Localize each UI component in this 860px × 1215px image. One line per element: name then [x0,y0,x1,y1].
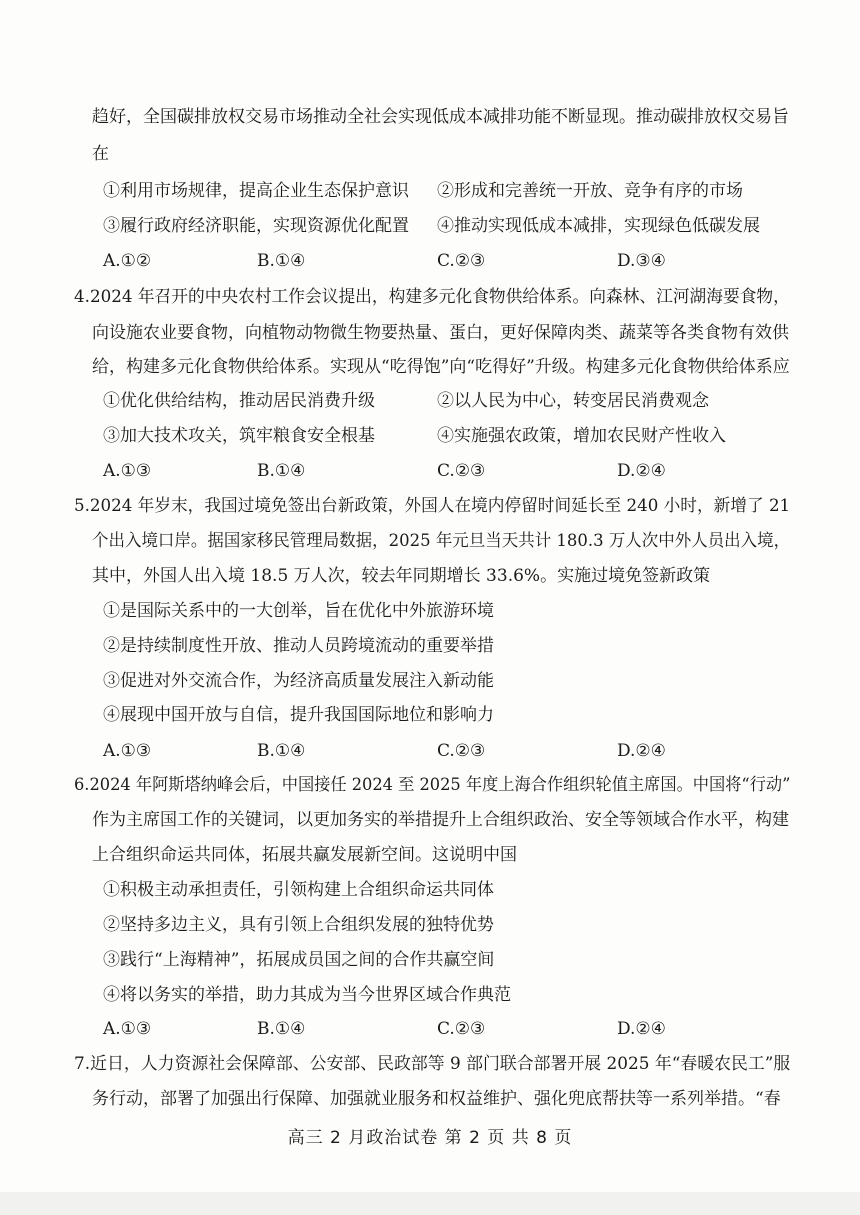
q5-stem-line-1: 5.2024 年岁末，我国过境免签出台新政策，外国人在境内停留时间延长至 240 小时，新增了 21 [74,496,791,516]
q6-stem-line-2: 作为主席国工作的关键词，以更加务实的举措提升上合组织政治、安全等领域合作水平，构建 [92,810,789,830]
q3-choice-b: B.①④ [257,251,306,271]
q4-statement-1: ①优化供给结构，推动居民消费升级 [103,391,375,411]
q3-statement-1: ①利用市场规律，提高企业生态保护意识 [103,181,409,201]
q5-choice-a: A.①③ [103,741,152,761]
q4-stem-line-3: 给，构建多元化食物供给体系。实现从“吃得饱”向“吃得好”升级。构建多元化食物供给体系应 [92,357,790,377]
q6-choice-a: A.①③ [103,1019,152,1039]
q3-choice-d: D.③④ [617,251,666,271]
q5-statement-3: ③促进对外交流合作，为经济高质量发展注入新动能 [103,671,494,691]
q4-choice-c: C.②③ [437,461,486,481]
q5-statement-2: ②是持续制度性开放、推动人员跨境流动的重要举措 [103,636,494,656]
q5-statement-4: ④展现中国开放与自信，提升我国国际地位和影响力 [103,705,494,725]
q4-statement-2: ②以人民为中心，转变居民消费观念 [437,391,709,411]
page-footer: 高三 2 月政治试卷 第 2 页 共 8 页 [287,1128,573,1148]
q4-choice-a: A.①③ [103,461,152,481]
q3-choice-a: A.①② [103,251,152,271]
q5-stem-line-2: 个出入境口岸。据国家移民管理局数据，2025 年元旦当天共计 180.3 万人次中外人员出入境， [92,531,791,551]
q3-statement-2: ②形成和完善统一开放、竞争有序的市场 [437,181,743,201]
q6-stem-line-3: 上合组织命运共同体，拓展共赢发展新空间。这说明中国 [92,845,517,865]
q3-stem-line-2: 在 [92,144,109,164]
q4-statement-4: ④实施强农政策，增加农民财产性收入 [437,426,726,446]
q4-stem-line-1: 4.2024 年召开的中央农村工作会议提出，构建多元化食物供给体系。向森林、江河湖海要食物， [74,287,790,307]
q4-choice-b: B.①④ [257,461,306,481]
q3-statement-4: ④推动实现低成本减排，实现绿色低碳发展 [437,216,760,236]
q6-stem-line-1: 6.2024 年阿斯塔纳峰会后，中国接任 2024 至 2025 年度上海合作组织轮值主席国。中国将“行动” [74,775,791,795]
q3-statement-3: ③履行政府经济职能，实现资源优化配置 [103,216,409,236]
q5-choice-c: C.②③ [437,741,486,761]
q6-statement-3: ③践行“上海精神”，拓展成员国之间的合作共赢空间 [103,950,495,970]
q6-choice-c: C.②③ [437,1019,486,1039]
q5-choice-b: B.①④ [257,741,306,761]
q5-statement-1: ①是国际关系中的一大创举，旨在优化中外旅游环境 [103,601,494,621]
q6-statement-4: ④将以务实的举措，助力其成为当今世界区域合作典范 [103,985,511,1005]
q6-statement-1: ①积极主动承担责任，引领构建上合组织命运共同体 [103,880,494,900]
q6-statement-2: ②坚持多边主义，具有引领上合组织发展的独特优势 [103,915,494,935]
q7-stem-line-2: 务行动，部署了加强出行保障、加强就业服务和权益维护、强化兜底帮扶等一系列举措。“春 [92,1089,781,1109]
bottom-margin-strip [0,1192,860,1215]
q4-choice-d: D.②④ [617,461,666,481]
q5-stem-line-3: 其中，外国人出入境 18.5 万人次，较去年同期增长 33.6%。实施过境免签新政策 [92,566,711,586]
q6-choice-b: B.①④ [257,1019,306,1039]
q3-stem-line-1: 趋好，全国碳排放权交易市场推动全社会实现低成本减排功能不断显现。推动碳排放权交易旨 [92,107,789,127]
q4-statement-3: ③加大技术攻关，筑牢粮食安全根基 [103,426,375,446]
q4-stem-line-2: 向设施农业要食物，向植物动物微生物要热量、蛋白，更好保障肉类、蔬菜等各类食物有效供 [92,323,789,343]
q5-choice-d: D.②④ [617,741,666,761]
q6-choice-d: D.②④ [617,1019,666,1039]
q7-stem-line-1: 7.近日，人力资源社会保障部、公安部、民政部等 9 部门联合部署开展 2025 年“春暖农民工”服 [74,1054,791,1074]
q3-choice-c: C.②③ [437,251,486,271]
